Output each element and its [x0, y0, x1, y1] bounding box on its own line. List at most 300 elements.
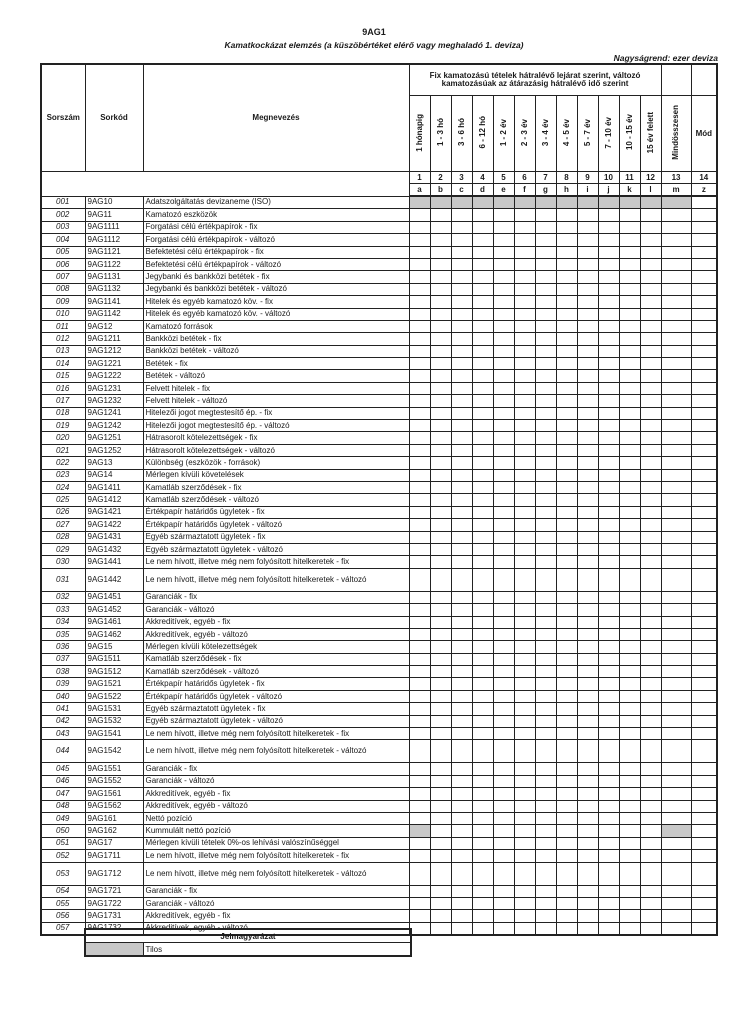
input-cell[interactable]	[598, 616, 619, 628]
input-cell[interactable]	[691, 258, 717, 270]
input-cell[interactable]	[472, 800, 493, 812]
input-cell[interactable]	[472, 740, 493, 763]
input-cell[interactable]	[640, 457, 661, 469]
input-cell[interactable]	[556, 320, 577, 332]
input-cell[interactable]	[430, 469, 451, 481]
input-cell[interactable]	[640, 531, 661, 543]
input-cell[interactable]	[430, 666, 451, 678]
input-cell[interactable]	[691, 678, 717, 690]
input-cell[interactable]	[472, 333, 493, 345]
input-cell[interactable]	[661, 728, 691, 740]
input-cell[interactable]	[577, 763, 598, 775]
input-cell[interactable]	[514, 728, 535, 740]
input-cell[interactable]	[535, 234, 556, 246]
input-cell[interactable]	[640, 897, 661, 909]
input-cell[interactable]	[640, 320, 661, 332]
input-cell[interactable]	[661, 234, 691, 246]
input-cell[interactable]	[451, 246, 472, 258]
input-cell[interactable]	[409, 641, 430, 653]
input-cell[interactable]	[535, 568, 556, 591]
input-cell[interactable]	[598, 320, 619, 332]
input-cell[interactable]	[514, 775, 535, 787]
input-cell[interactable]	[409, 444, 430, 456]
input-cell[interactable]	[661, 678, 691, 690]
input-cell[interactable]	[535, 862, 556, 885]
input-cell[interactable]	[430, 258, 451, 270]
input-cell[interactable]	[451, 221, 472, 233]
input-cell[interactable]	[577, 897, 598, 909]
input-cell[interactable]	[556, 678, 577, 690]
input-cell[interactable]	[514, 812, 535, 824]
input-cell[interactable]	[493, 775, 514, 787]
input-cell[interactable]	[535, 481, 556, 493]
input-cell[interactable]	[472, 653, 493, 665]
input-cell[interactable]	[409, 543, 430, 555]
input-cell[interactable]	[640, 763, 661, 775]
input-cell[interactable]	[577, 616, 598, 628]
input-cell[interactable]	[409, 763, 430, 775]
input-cell[interactable]	[430, 604, 451, 616]
input-cell[interactable]	[619, 246, 640, 258]
input-cell[interactable]	[535, 407, 556, 419]
input-cell[interactable]	[556, 641, 577, 653]
input-cell[interactable]	[430, 922, 451, 935]
input-cell[interactable]	[691, 308, 717, 320]
input-cell[interactable]	[640, 494, 661, 506]
input-cell[interactable]	[619, 825, 640, 837]
input-cell[interactable]	[640, 209, 661, 221]
input-cell[interactable]	[493, 556, 514, 568]
input-cell[interactable]	[430, 690, 451, 702]
input-cell[interactable]	[493, 763, 514, 775]
input-cell[interactable]	[514, 604, 535, 616]
input-cell[interactable]	[472, 519, 493, 531]
input-cell[interactable]	[430, 296, 451, 308]
input-cell[interactable]	[691, 531, 717, 543]
input-cell[interactable]	[619, 320, 640, 332]
input-cell[interactable]	[493, 690, 514, 702]
input-cell[interactable]	[556, 469, 577, 481]
input-cell[interactable]	[640, 728, 661, 740]
input-cell[interactable]	[409, 678, 430, 690]
input-cell[interactable]	[640, 788, 661, 800]
input-cell[interactable]	[691, 283, 717, 295]
input-cell[interactable]	[556, 506, 577, 518]
input-cell[interactable]	[535, 506, 556, 518]
input-cell[interactable]	[598, 333, 619, 345]
input-cell[interactable]	[409, 897, 430, 909]
input-cell[interactable]	[514, 506, 535, 518]
input-cell[interactable]	[556, 628, 577, 640]
input-cell[interactable]	[661, 457, 691, 469]
input-cell[interactable]	[619, 457, 640, 469]
input-cell[interactable]	[619, 209, 640, 221]
input-cell[interactable]	[514, 395, 535, 407]
input-cell[interactable]	[691, 345, 717, 357]
input-cell[interactable]	[640, 678, 661, 690]
input-cell[interactable]	[556, 308, 577, 320]
input-cell[interactable]	[535, 209, 556, 221]
input-cell[interactable]	[514, 469, 535, 481]
input-cell[interactable]	[577, 246, 598, 258]
input-cell[interactable]	[691, 641, 717, 653]
input-cell[interactable]	[661, 862, 691, 885]
input-cell[interactable]	[640, 358, 661, 370]
input-cell[interactable]	[661, 885, 691, 897]
input-cell[interactable]	[556, 922, 577, 935]
input-cell[interactable]	[535, 457, 556, 469]
input-cell[interactable]	[409, 812, 430, 824]
input-cell[interactable]	[493, 740, 514, 763]
input-cell[interactable]	[472, 420, 493, 432]
input-cell[interactable]	[409, 885, 430, 897]
input-cell[interactable]	[691, 196, 717, 209]
input-cell[interactable]	[430, 271, 451, 283]
input-cell[interactable]	[514, 763, 535, 775]
input-cell[interactable]	[514, 221, 535, 233]
input-cell[interactable]	[451, 703, 472, 715]
input-cell[interactable]	[691, 666, 717, 678]
input-cell[interactable]	[472, 850, 493, 862]
input-cell[interactable]	[514, 788, 535, 800]
input-cell[interactable]	[556, 763, 577, 775]
input-cell[interactable]	[691, 728, 717, 740]
input-cell[interactable]	[691, 407, 717, 419]
input-cell[interactable]	[691, 740, 717, 763]
input-cell[interactable]	[409, 320, 430, 332]
input-cell[interactable]	[451, 370, 472, 382]
input-cell[interactable]	[661, 506, 691, 518]
input-cell[interactable]	[661, 432, 691, 444]
input-cell[interactable]	[577, 531, 598, 543]
input-cell[interactable]	[514, 382, 535, 394]
input-cell[interactable]	[691, 506, 717, 518]
input-cell[interactable]	[640, 432, 661, 444]
input-cell[interactable]	[472, 221, 493, 233]
input-cell[interactable]	[577, 703, 598, 715]
input-cell[interactable]	[598, 543, 619, 555]
input-cell[interactable]	[619, 568, 640, 591]
input-cell[interactable]	[598, 728, 619, 740]
input-cell[interactable]	[472, 837, 493, 849]
input-cell[interactable]	[640, 641, 661, 653]
input-cell[interactable]	[577, 628, 598, 640]
input-cell[interactable]	[598, 628, 619, 640]
input-cell[interactable]	[514, 432, 535, 444]
input-cell[interactable]	[535, 591, 556, 603]
input-cell[interactable]	[451, 678, 472, 690]
input-cell[interactable]	[514, 519, 535, 531]
input-cell[interactable]	[619, 788, 640, 800]
input-cell[interactable]	[661, 469, 691, 481]
input-cell[interactable]	[409, 481, 430, 493]
input-cell[interactable]	[472, 543, 493, 555]
input-cell[interactable]	[640, 420, 661, 432]
input-cell[interactable]	[556, 283, 577, 295]
input-cell[interactable]	[493, 407, 514, 419]
input-cell[interactable]	[409, 420, 430, 432]
input-cell[interactable]	[514, 850, 535, 862]
input-cell[interactable]	[472, 494, 493, 506]
input-cell[interactable]	[472, 641, 493, 653]
input-cell[interactable]	[556, 788, 577, 800]
input-cell[interactable]	[493, 246, 514, 258]
input-cell[interactable]	[640, 395, 661, 407]
input-cell[interactable]	[535, 775, 556, 787]
input-cell[interactable]	[514, 320, 535, 332]
input-cell[interactable]	[535, 444, 556, 456]
input-cell[interactable]	[535, 703, 556, 715]
input-cell[interactable]	[661, 531, 691, 543]
input-cell[interactable]	[577, 556, 598, 568]
input-cell[interactable]	[577, 333, 598, 345]
input-cell[interactable]	[577, 320, 598, 332]
input-cell[interactable]	[451, 628, 472, 640]
input-cell[interactable]	[556, 568, 577, 591]
input-cell[interactable]	[619, 728, 640, 740]
input-cell[interactable]	[661, 358, 691, 370]
input-cell[interactable]	[451, 420, 472, 432]
input-cell[interactable]	[493, 604, 514, 616]
input-cell[interactable]	[661, 800, 691, 812]
input-cell[interactable]	[451, 775, 472, 787]
input-cell[interactable]	[535, 788, 556, 800]
input-cell[interactable]	[640, 519, 661, 531]
input-cell[interactable]	[514, 246, 535, 258]
input-cell[interactable]	[514, 209, 535, 221]
input-cell[interactable]	[619, 763, 640, 775]
input-cell[interactable]	[661, 591, 691, 603]
input-cell[interactable]	[535, 308, 556, 320]
input-cell[interactable]	[472, 910, 493, 922]
input-cell[interactable]	[577, 221, 598, 233]
input-cell[interactable]	[430, 715, 451, 727]
input-cell[interactable]	[409, 531, 430, 543]
input-cell[interactable]	[430, 568, 451, 591]
input-cell[interactable]	[472, 209, 493, 221]
input-cell[interactable]	[535, 678, 556, 690]
input-cell[interactable]	[661, 666, 691, 678]
input-cell[interactable]	[493, 209, 514, 221]
input-cell[interactable]	[409, 788, 430, 800]
input-cell[interactable]	[619, 308, 640, 320]
input-cell[interactable]	[598, 506, 619, 518]
input-cell[interactable]	[493, 910, 514, 922]
input-cell[interactable]	[409, 506, 430, 518]
input-cell[interactable]	[640, 271, 661, 283]
input-cell[interactable]	[430, 432, 451, 444]
input-cell[interactable]	[640, 296, 661, 308]
input-cell[interactable]	[472, 395, 493, 407]
input-cell[interactable]	[451, 494, 472, 506]
input-cell[interactable]	[691, 812, 717, 824]
input-cell[interactable]	[535, 382, 556, 394]
input-cell[interactable]	[409, 800, 430, 812]
input-cell[interactable]	[577, 910, 598, 922]
input-cell[interactable]	[493, 568, 514, 591]
input-cell[interactable]	[493, 543, 514, 555]
input-cell[interactable]	[493, 800, 514, 812]
input-cell[interactable]	[535, 333, 556, 345]
input-cell[interactable]	[619, 690, 640, 702]
input-cell[interactable]	[577, 308, 598, 320]
input-cell[interactable]	[598, 715, 619, 727]
input-cell[interactable]	[577, 543, 598, 555]
input-cell[interactable]	[514, 494, 535, 506]
input-cell[interactable]	[640, 703, 661, 715]
input-cell[interactable]	[493, 531, 514, 543]
input-cell[interactable]	[493, 308, 514, 320]
input-cell[interactable]	[640, 258, 661, 270]
input-cell[interactable]	[451, 407, 472, 419]
input-cell[interactable]	[577, 407, 598, 419]
input-cell[interactable]	[619, 715, 640, 727]
input-cell[interactable]	[472, 825, 493, 837]
input-cell[interactable]	[409, 862, 430, 885]
input-cell[interactable]	[472, 763, 493, 775]
input-cell[interactable]	[451, 897, 472, 909]
input-cell[interactable]	[430, 246, 451, 258]
input-cell[interactable]	[577, 666, 598, 678]
input-cell[interactable]	[535, 653, 556, 665]
input-cell[interactable]	[577, 740, 598, 763]
input-cell[interactable]	[472, 556, 493, 568]
input-cell[interactable]	[691, 897, 717, 909]
input-cell[interactable]	[493, 653, 514, 665]
input-cell[interactable]	[691, 837, 717, 849]
input-cell[interactable]	[472, 775, 493, 787]
input-cell[interactable]	[556, 519, 577, 531]
input-cell[interactable]	[472, 296, 493, 308]
input-cell[interactable]	[556, 728, 577, 740]
input-cell[interactable]	[556, 209, 577, 221]
input-cell[interactable]	[535, 531, 556, 543]
input-cell[interactable]	[409, 628, 430, 640]
input-cell[interactable]	[430, 283, 451, 295]
input-cell[interactable]	[640, 862, 661, 885]
input-cell[interactable]	[598, 308, 619, 320]
input-cell[interactable]	[661, 209, 691, 221]
input-cell[interactable]	[556, 703, 577, 715]
input-cell[interactable]	[409, 333, 430, 345]
input-cell[interactable]	[577, 382, 598, 394]
input-cell[interactable]	[577, 837, 598, 849]
input-cell[interactable]	[577, 604, 598, 616]
input-cell[interactable]	[691, 209, 717, 221]
input-cell[interactable]	[619, 234, 640, 246]
input-cell[interactable]	[535, 850, 556, 862]
input-cell[interactable]	[556, 910, 577, 922]
input-cell[interactable]	[691, 616, 717, 628]
input-cell[interactable]	[430, 333, 451, 345]
input-cell[interactable]	[661, 395, 691, 407]
input-cell[interactable]	[619, 703, 640, 715]
input-cell[interactable]	[598, 862, 619, 885]
input-cell[interactable]	[598, 444, 619, 456]
input-cell[interactable]	[472, 258, 493, 270]
input-cell[interactable]	[409, 922, 430, 935]
input-cell[interactable]	[430, 209, 451, 221]
input-cell[interactable]	[535, 494, 556, 506]
input-cell[interactable]	[472, 457, 493, 469]
input-cell[interactable]	[430, 395, 451, 407]
input-cell[interactable]	[619, 628, 640, 640]
input-cell[interactable]	[472, 246, 493, 258]
input-cell[interactable]	[430, 457, 451, 469]
input-cell[interactable]	[409, 296, 430, 308]
input-cell[interactable]	[409, 370, 430, 382]
input-cell[interactable]	[535, 432, 556, 444]
input-cell[interactable]	[451, 616, 472, 628]
input-cell[interactable]	[640, 568, 661, 591]
input-cell[interactable]	[556, 444, 577, 456]
input-cell[interactable]	[493, 283, 514, 295]
input-cell[interactable]	[493, 616, 514, 628]
input-cell[interactable]	[430, 556, 451, 568]
input-cell[interactable]	[430, 591, 451, 603]
input-cell[interactable]	[598, 209, 619, 221]
input-cell[interactable]	[535, 812, 556, 824]
input-cell[interactable]	[472, 885, 493, 897]
input-cell[interactable]	[451, 382, 472, 394]
input-cell[interactable]	[619, 922, 640, 935]
input-cell[interactable]	[691, 604, 717, 616]
input-cell[interactable]	[556, 543, 577, 555]
input-cell[interactable]	[451, 556, 472, 568]
input-cell[interactable]	[451, 763, 472, 775]
input-cell[interactable]	[640, 604, 661, 616]
input-cell[interactable]	[556, 556, 577, 568]
input-cell[interactable]	[472, 678, 493, 690]
input-cell[interactable]	[691, 432, 717, 444]
input-cell[interactable]	[451, 862, 472, 885]
input-cell[interactable]	[640, 246, 661, 258]
input-cell[interactable]	[409, 703, 430, 715]
input-cell[interactable]	[409, 910, 430, 922]
input-cell[interactable]	[619, 885, 640, 897]
input-cell[interactable]	[661, 628, 691, 640]
input-cell[interactable]	[556, 666, 577, 678]
input-cell[interactable]	[598, 678, 619, 690]
input-cell[interactable]	[598, 345, 619, 357]
input-cell[interactable]	[514, 271, 535, 283]
input-cell[interactable]	[514, 715, 535, 727]
input-cell[interactable]	[430, 320, 451, 332]
input-cell[interactable]	[598, 432, 619, 444]
input-cell[interactable]	[451, 283, 472, 295]
input-cell[interactable]	[577, 885, 598, 897]
input-cell[interactable]	[409, 775, 430, 787]
input-cell[interactable]	[472, 728, 493, 740]
input-cell[interactable]	[619, 221, 640, 233]
input-cell[interactable]	[514, 616, 535, 628]
input-cell[interactable]	[451, 568, 472, 591]
input-cell[interactable]	[661, 333, 691, 345]
input-cell[interactable]	[493, 922, 514, 935]
input-cell[interactable]	[691, 457, 717, 469]
input-cell[interactable]	[556, 234, 577, 246]
input-cell[interactable]	[409, 234, 430, 246]
input-cell[interactable]	[409, 271, 430, 283]
input-cell[interactable]	[535, 922, 556, 935]
input-cell[interactable]	[514, 641, 535, 653]
input-cell[interactable]	[661, 568, 691, 591]
input-cell[interactable]	[691, 628, 717, 640]
input-cell[interactable]	[619, 812, 640, 824]
input-cell[interactable]	[451, 812, 472, 824]
input-cell[interactable]	[598, 271, 619, 283]
input-cell[interactable]	[691, 494, 717, 506]
